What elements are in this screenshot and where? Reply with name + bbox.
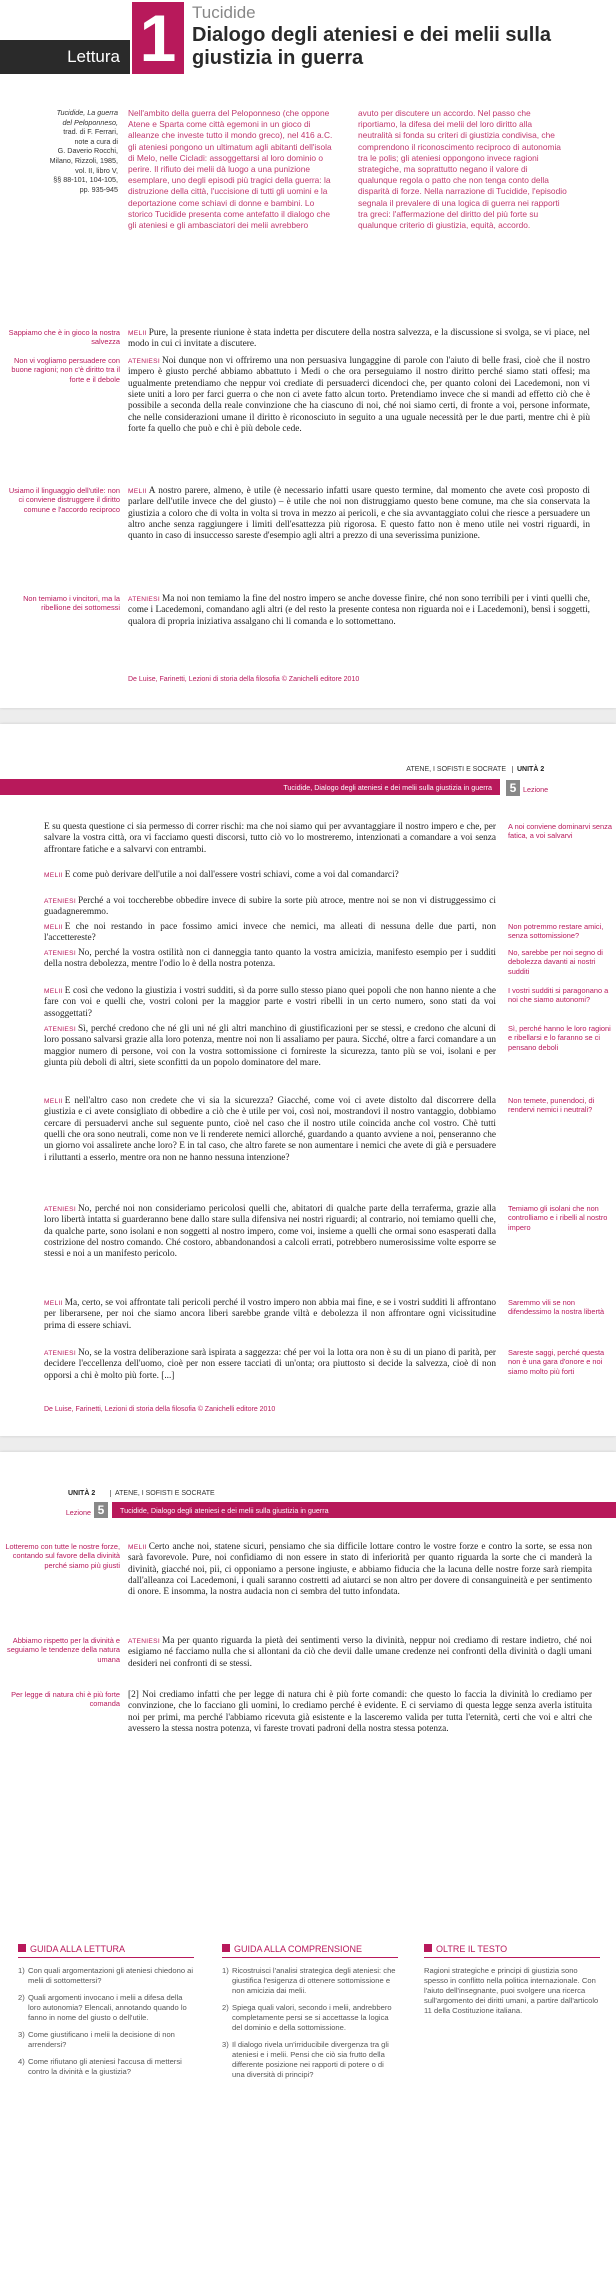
- dialogue-text: Noi dunque non vi offriremo una non persuasiva lungaggine di parole con l'aiuto di belle frasi, cioè che il nostro impero è giusto perché abbiamo abbattuto i Medi o che ora perseguiamo il nostro diritto perché siamo stati offesi; ma ugualmente pretendiamo che neppur voi crediate di persuaderci dicendoci che, per quanto coloni dei Lacedemoni, non vi siete uniti a loro per farci guerra o che non ci avete fatto alcun torto. Pretendiamo invece che si mandi ad effetto ciò che è possibile a seconda della reale convinzione che ha ciascuno di noi, ché noi siamo certi, di fronte a voi, persone informate, che nelle considerazioni umane il diritto è riconosciuto in seguito a una uguale necessità per le due parti, mentre chi è più forte fa quello che può e chi è più debole cede.: [128, 356, 590, 435]
- section-heading: [424, 1944, 600, 1958]
- lesson-badge: [506, 779, 548, 795]
- dialogue-text: Ma noi non temiamo la fine del nostro impero se anche dovesse finire, ché non sono terribili per i vinti quelli che, come i Lacedemoni, comandano agli altri (e del resto la presente contesa non riguarda noi e i Lacedemoni), bensì i soggetti, qualora di propria iniziativa assalgano chi li comanda e lo sottomettano.: [128, 594, 590, 627]
- source-line: Tucidide, La guerra: [56, 108, 118, 117]
- dialogue-paragraph: [44, 1096, 496, 1164]
- margin-note: Non vi vogliamo persuadere con buone ragioni; non c'è diritto tra il forte e il debole: [11, 356, 120, 384]
- dialogue-paragraph: [128, 1636, 592, 1670]
- question-text: Quali argomenti invocano i melii a difesa della loro autonomia? Elencali, annotando quando lo fanno in nome del giusto o dell'utile.: [28, 1993, 187, 2022]
- intro-column-2: avuto per discutere un accordo. Nel passo che riportiamo, la difesa dei melii del loro diritto alla neutralità si fonda su criteri di giustizia condivisa, che comprendono il riconoscimento reciproco di autonomia tra le polis; gli ateniesi oppongono invece ragioni strategiche, ma soprattutto negano il valore di qualunque regola o patto che non tenga conto della disparità di forze. Nella narrazione di Tucidide, l'episodio segnala il prevalere di una logica di guerra nei rapporti tra greci: l'affermazione del diritto del più forte su qualunque criterio di giustizia, equità, accordo.: [358, 108, 567, 231]
- dialogue-text: E come può derivare dell'utile a noi dall'essere vostri schiavi, come a voi dal comandarci?: [64, 870, 399, 880]
- margin-note: Usiamo il linguaggio dell'utile: non ci conviene distruggere il diritto comune e l'accordo reciproco: [8, 486, 120, 514]
- section-heading-text: OLTRE IL TESTO: [436, 1944, 508, 1954]
- question-item: 3) Come giustificano i melii la decisione di non arrendersi?: [18, 2030, 194, 2050]
- speaker-label: MELII: [128, 1544, 147, 1551]
- source-line: G. Daverio Rocchi,: [57, 146, 118, 156]
- page-3: [0, 1452, 616, 2284]
- dialogue-text: A nostro parere, almeno, è utile (è necessario infatti usare questo termine, dal momento che avete così proposto di parlare dell'utile invece che del giusto) – è utile che noi non distruggiamo questo bene comune, ma che sia conservata la giustizia a coloro che di volta in volta si trova in mezzo ai pericoli, e che sia avvantaggiato colui che riesce a persuadere un altro anche senza raggiungere i limiti dell'esattezza più rigorosa. E questo fatto non è meno utile nei vostri riguardi, in quanto in caso di insuccesso sareste d'esempio agli altri a prezzo di una severissima punizione.: [128, 486, 590, 542]
- intro-column-1: Nell'ambito della guerra del Peloponneso (che oppone Atene e Sparta come città egemoni in un gioco di alleanze che investe tutto il mondo greco), nel 416 a.C. gli ateniesi pongono un ultimatum agli abitanti dell'isola di Melo, nelle Cicladi: assoggettarsi al loro dominio o perire. Il rifiuto dei melii dà luogo a una punizione esemplare, uno degli episodi più tragici della guerra: la distruzione della città, l'uccisione di tutti gli uomini e la deportazione come schiavi di donne e bambini. Lo storico Tucidide presenta come antefatto il dialogo che gli ateniesi e gli ambasciatori dei melii avrebbero: [128, 108, 333, 231]
- dialogue-paragraph: [44, 1298, 496, 1332]
- speaker-label: ATENIESI: [44, 1026, 76, 1033]
- speaker-label: MELII: [44, 924, 63, 931]
- dialogue-paragraph: [44, 1024, 496, 1069]
- dialogue-paragraph: [44, 896, 496, 919]
- dialogue-paragraph: [128, 486, 590, 543]
- speaker-label: ATENIESI: [128, 596, 160, 603]
- beyond-the-text: [424, 1944, 600, 2016]
- speaker-label: MELII: [44, 1300, 63, 1307]
- question-item: 2) Spiega quali valori, secondo i melii, andrebbero completamente persi se si accettasse la logica del dominio e della sottomissione.: [222, 2003, 398, 2033]
- speaker-label: ATENIESI: [128, 358, 160, 365]
- section-heading: [222, 1944, 398, 1958]
- dialogue-text: Ma, certo, se voi affrontate tali pericoli perché il vostro impero non abbia mai fine, e se i vostri sudditi li affrontano per liberarsene, per noi che siamo ancora liberi sarebbe grande viltà e debolezza il non affrontare ogni vicissitudine prima di essere schiavi.: [44, 1298, 496, 1331]
- dialogue-text: Certo anche noi, statene sicuri, pensiamo che sia difficile lottare contro le vostre forze e contro la sorte, se essa non sarà favorevole. Pure, noi confidiamo di non essere in stato di inferiorità per quanto riguarda la sorte che ci manderà la divinità, giacché noi, pii, ci opponiamo a persone ingiuste, e abbiamo fiducia che la lacuna delle nostre forze sarà riempita dall'alleanza coi Lacedemoni, i quali saranno costretti ad aiutarci se non altro per dovere di consanguineità e per sentimento di onore. E insomma, la nostra audacia non ci sembra del tutto infondata.: [128, 1542, 592, 1598]
- unit-label: UNITÀ 2: [512, 766, 544, 773]
- dialogue-text: No, perché la vostra ostilità non ci danneggia tanto quanto la vostra amicizia, manifesto esempio per i sudditi della nostra debolezza, mentre l'odio lo è della nostra potenza.: [44, 948, 496, 970]
- section-label: Lettura: [0, 40, 130, 74]
- lesson-number: 5: [94, 1502, 108, 1518]
- dialogue-paragraph: [44, 822, 496, 856]
- section-heading: [18, 1944, 194, 1958]
- margin-note: Non potremmo restare amici, senza sottomissione?: [508, 922, 604, 941]
- dialogue-paragraph: [128, 328, 590, 351]
- source-line: del Peloponneso,: [62, 117, 118, 127]
- margin-note: Sareste saggi, perché questa non è una gara d'onore e noi siamo molto più forti: [508, 1348, 605, 1376]
- dialogue-paragraph: [128, 1690, 592, 1735]
- author: Tucidide: [192, 3, 256, 22]
- question-item: 1) Ricostruisci l'analisi strategica degli ateniesi: che giustifica l'esigenza di ottenere sottomissione e non amicizia dai melii.: [222, 1966, 398, 1996]
- margin-note: Non temete, punendoci, di rendervi nemici i neutrali?: [508, 1096, 595, 1115]
- source-line: vol. II, libro V,: [75, 165, 118, 175]
- lesson-number: 5: [506, 780, 520, 796]
- question-item: 1) Con quali argomentazioni gli ateniesi chiedono ai melii di sottomettersi?: [18, 1966, 194, 1985]
- dialogue-paragraph: [44, 948, 496, 971]
- question-text: Ricostruisci l'analisi strategica degli ateniesi: che giustifica l'esigenza di ottenere sottomissione e non amicizia dai melii.: [232, 1966, 396, 1995]
- title-bar: Tucidide, Dialogo degli ateniesi e dei melii sulla giustizia in guerra: [0, 779, 500, 795]
- margin-note: Per legge di natura chi è più forte comanda: [11, 1690, 120, 1709]
- dialogue-text: No, se la vostra deliberazione sarà ispirata a saggezza: ché per voi la lotta ora non è su di un piano di parità, per decidere l'eccellenza dell'uomo, cioè per non essere tacciati di un'onta; ora piuttosto si decide la salvezza, cioè di non opporsi a chi è molto più forte. [...]: [44, 1348, 496, 1381]
- speaker-label: MELII: [44, 988, 63, 995]
- question-item: 3) Il dialogo rivela un'irriducibile divergenza tra gli ateniesi e i melii. Pensi che ciò sia frutto della differente posizione nei rapporti di potere o di una diversità di principi?: [222, 2040, 398, 2080]
- lesson-label: Lezione: [523, 785, 549, 794]
- margin-note: Abbiamo rispetto per la divinità e seguiamo le tendenze della natura umana: [7, 1636, 120, 1664]
- margin-note: A noi conviene dominarvi senza fatica, a voi salvarvi: [508, 822, 612, 841]
- chapter-header: ATENE, I SOFISTI E SOCRATE: [406, 766, 506, 773]
- lesson-badge: [58, 1502, 108, 1518]
- dialogue-text: Pure, la presente riunione è stata indetta per discutere della nostra salvezza, e la discussione si svolga, se vi piace, nel modo in cui ci invitate a discutere.: [128, 328, 590, 350]
- speaker-label: ATENIESI: [44, 898, 76, 905]
- square-icon: [18, 1944, 26, 1952]
- dialogue-paragraph: [44, 922, 496, 945]
- speaker-label: MELII: [44, 872, 63, 879]
- credit-line: De Luise, Farinetti, Lezioni di storia della filosofia © Zanichelli editore 2010: [44, 1406, 276, 1413]
- comprehension-guide: [222, 1944, 398, 2087]
- dialogue-text: E su questa questione ci sia permesso di correr rischi: ma che noi siamo qui per avvantaggiare il nostro impero e che, per salvare la vostra città, ora vi facciamo questi discorsi, tutto ciò vo lo mostreremo, intenzionati a comandare a voi senza affrontare fatiche e a salvarvi con entrambi.: [44, 822, 496, 855]
- dialogue-text: E che noi restando in pace fossimo amici invece che nemici, ma alleati di nessuna delle due parti, non l'accettereste?: [44, 922, 496, 944]
- speaker-label: ATENIESI: [128, 1638, 160, 1645]
- speaker-label: MELII: [44, 1098, 63, 1105]
- dialogue-text: Ma per quanto riguarda la pietà dei sentimenti verso la divinità, neppur noi crediamo di restare indietro, ché noi esigiamo né facciamo nulla che si allontani da ciò che devii dalle umane credenze nei confronti della divinità o dagli umani desideri nei confronti di se stessi.: [128, 1636, 592, 1669]
- margin-note: Sappiamo che è in gioco la nostra salvezza: [8, 328, 120, 347]
- activity-text: Ragioni strategiche e principi di giustizia sono spesso in conflitto nella politica internazionale. Con l'aiuto dell'insegnante, puoi svolgere una ricerca sull'argomento dei diritti umani, a partire dall'articolo 11 della Costituzione italiana.: [424, 1966, 599, 2015]
- speaker-label: ATENIESI: [44, 1350, 76, 1357]
- page-title: Dialogo degli ateniesi e dei melii sulla giustizia in guerra: [192, 24, 551, 69]
- source-line: trad. di F. Ferrari,: [63, 127, 118, 137]
- speaker-label: MELII: [128, 488, 147, 495]
- page-2: [0, 724, 616, 1436]
- dialogue-paragraph: [128, 594, 590, 628]
- dialogue-paragraph: [44, 1204, 496, 1261]
- question-text: Il dialogo rivela un'irriducibile divergenza tra gli ateniesi e i melii. Pensi che ciò sia frutto della differente posizione nei rapporti di potere o di una diversità di principi?: [232, 2040, 389, 2079]
- margin-note: Sì, perché hanno le loro ragioni e ribellarsi e lo faranno se ci pensano deboli: [508, 1024, 611, 1052]
- square-icon: [424, 1944, 432, 1952]
- source-line: §§ 88-101, 104-105,: [53, 175, 118, 185]
- speaker-label: MELII: [128, 330, 147, 337]
- dialogue-text: Sì, perché credono che né gli uni né gli altri manchino di giustificazioni per se stessi, e credono che alcuni di loro possano salvarsi grazie alla loro potenza, mentre noi non li assaliamo per paura. Sicché, oltre a farci comandare a un maggior numero di persone, voi con la vostra sottomissione ci fornireste la sicurezza, tanto più se voi, isolani e per giunta più deboli di altri, siete sconfitti da un popolo dominatore del mare.: [44, 1024, 496, 1069]
- dialogue-paragraph: [128, 356, 590, 435]
- dialogue-paragraph: [44, 986, 496, 1020]
- question-text: Come rifiutano gli ateniesi l'accusa di mettersi contro la divinità e la giustizia?: [28, 2057, 182, 2076]
- dialogue-paragraph: [44, 870, 496, 881]
- reading-guide: [18, 1944, 194, 2084]
- margin-note: Saremmo vili se non difendessimo la nostra libertà: [508, 1298, 605, 1317]
- chapter-header: ATENE, I SOFISTI E SOCRATE: [110, 1490, 215, 1497]
- question-text: Come giustificano i melii la decisione di non arrendersi?: [28, 2030, 175, 2049]
- margin-note: No, sarebbe per noi segno di debolezza davanti ai nostri sudditi: [508, 948, 603, 976]
- section-heading-text: GUIDA ALLA LETTURA: [30, 1944, 126, 1954]
- source-line: pp. 935-945: [79, 184, 118, 194]
- reading-number: 1: [132, 2, 184, 74]
- question-text: Spiega quali valori, secondo i melii, andrebbero completamente persi se si accettasse la logica del dominio e della sottomissione.: [232, 2003, 392, 2032]
- title-bar: Tucidide, Dialogo degli ateniesi e dei melii sulla giustizia in guerra: [112, 1502, 616, 1518]
- square-icon: [222, 1944, 230, 1952]
- margin-note: Non temiamo i vincitori, ma la ribellione dei sottomessi: [23, 594, 120, 613]
- dialogue-text: Perché a voi toccherebbe obbedire invece di subire la sorte più atroce, mentre noi se non vi distruggessimo ci guadagneremmo.: [44, 896, 496, 918]
- section-heading-text: GUIDA ALLA COMPRENSIONE: [234, 1944, 363, 1954]
- source-line: Milano, Rizzoli, 1985,: [49, 155, 118, 165]
- dialogue-text: E così che vedono la giustizia i vostri sudditi, sì da porre sullo stesso piano quei popoli che non hanno niente a che fare con voi e quelli che, vostri coloni per la maggior parte e vostri ribelli in un certo numero, sono stati da voi assoggettati?: [44, 986, 496, 1019]
- dialogue-paragraph: [128, 1542, 592, 1599]
- source-citation: [6, 108, 118, 194]
- source-line: note a cura di: [74, 136, 118, 146]
- question-item: 2) Quali argomenti invocano i melii a difesa della loro autonomia? Elencali, annotando quando lo fanno in nome del giusto o dell'utile.: [18, 1993, 194, 2023]
- margin-note: Lotteremo con tutte le nostre forze, contando sul favore della divinità perché siamo più giusti: [5, 1542, 120, 1570]
- dialogue-text: No, perché noi non consideriamo pericolosi quelli che, abitatori di qualche parte della terraferma, grazie alla loro libertà intatta si guarderanno bene dallo stare sulla difensiva nei nostri riguardi; al contrario, noi temiamo quelli che, da qualche parte, sono isolani e non soggetti al nostro impero, come voi, insieme a quelli che ormai sono esasperati dalla costrizione del nostro comando. Ché costoro, abbandonandosi a calcoli errati, potrebbero numerosissime volte esporre se stessi e noi a un manifesto pericolo.: [44, 1204, 496, 1260]
- speaker-label: ATENIESI: [44, 1206, 76, 1213]
- question-item: 4) Come rifiutano gli ateniesi l'accusa di mettersi contro la divinità e la giustizia?: [18, 2057, 194, 2077]
- dialogue-text: [2] Noi crediamo infatti che per legge di natura chi è più forte comandi: che questo lo faccia la divinità lo crediamo per convinzione, che lo facciano gli uomini, lo crediamo perché è evidente. E ci serviamo di questa legge senza averla istituita noi per primi, ma perché l'abbiamo ricevuta già esistente e la lasceremo valida per tutta l'eternità, certi che voi e altri che avessero la stessa nostra potenza, vi fareste trovati padroni della nostra stessa potenza.: [128, 1690, 592, 1735]
- speaker-label: ATENIESI: [44, 950, 76, 957]
- question-text: Con quali argomentazioni gli ateniesi chiedono ai melii di sottomettersi?: [28, 1966, 194, 1985]
- dialogue-paragraph: [44, 1348, 496, 1382]
- lesson-label: Lezione: [65, 1508, 91, 1517]
- unit-label: UNITÀ 2: [68, 1490, 96, 1497]
- margin-note: Temiamo gli isolani che non controlliamo e i ribelli al nostro impero: [508, 1204, 608, 1232]
- margin-note: I vostri sudditi si paragonano a noi che siamo autonomi?: [508, 986, 609, 1005]
- dialogue-text: E nell'altro caso non credete che vi sia la sicurezza? Giacché, come voi ci avete distolto dal discorrere della giustizia e ci avete consigliato di obbedire a ciò che è utile per voi, così noi, mostrandovi il nostro vantaggio, dobbiamo cercare di persuadervi anche sul seguente punto, cioè nel caso che il nostro utile coincida anche col vostro. Chè tutti quelli che ora sono neutrali, come non ve li renderete nemici allorché, guardando a quanto avviene a noi, penseranno che un giorno voi assalirete anche loro? E in tal caso, che altro farete se non aumentare i nemici che avete di già e persuadere i riluttanti a esserlo, mentre ora non ne hanno nessuna intenzione?: [44, 1096, 496, 1163]
- page-1: [0, 0, 616, 708]
- credit-line: De Luise, Farinetti, Lezioni di storia della filosofia © Zanichelli editore 2010: [128, 676, 360, 683]
